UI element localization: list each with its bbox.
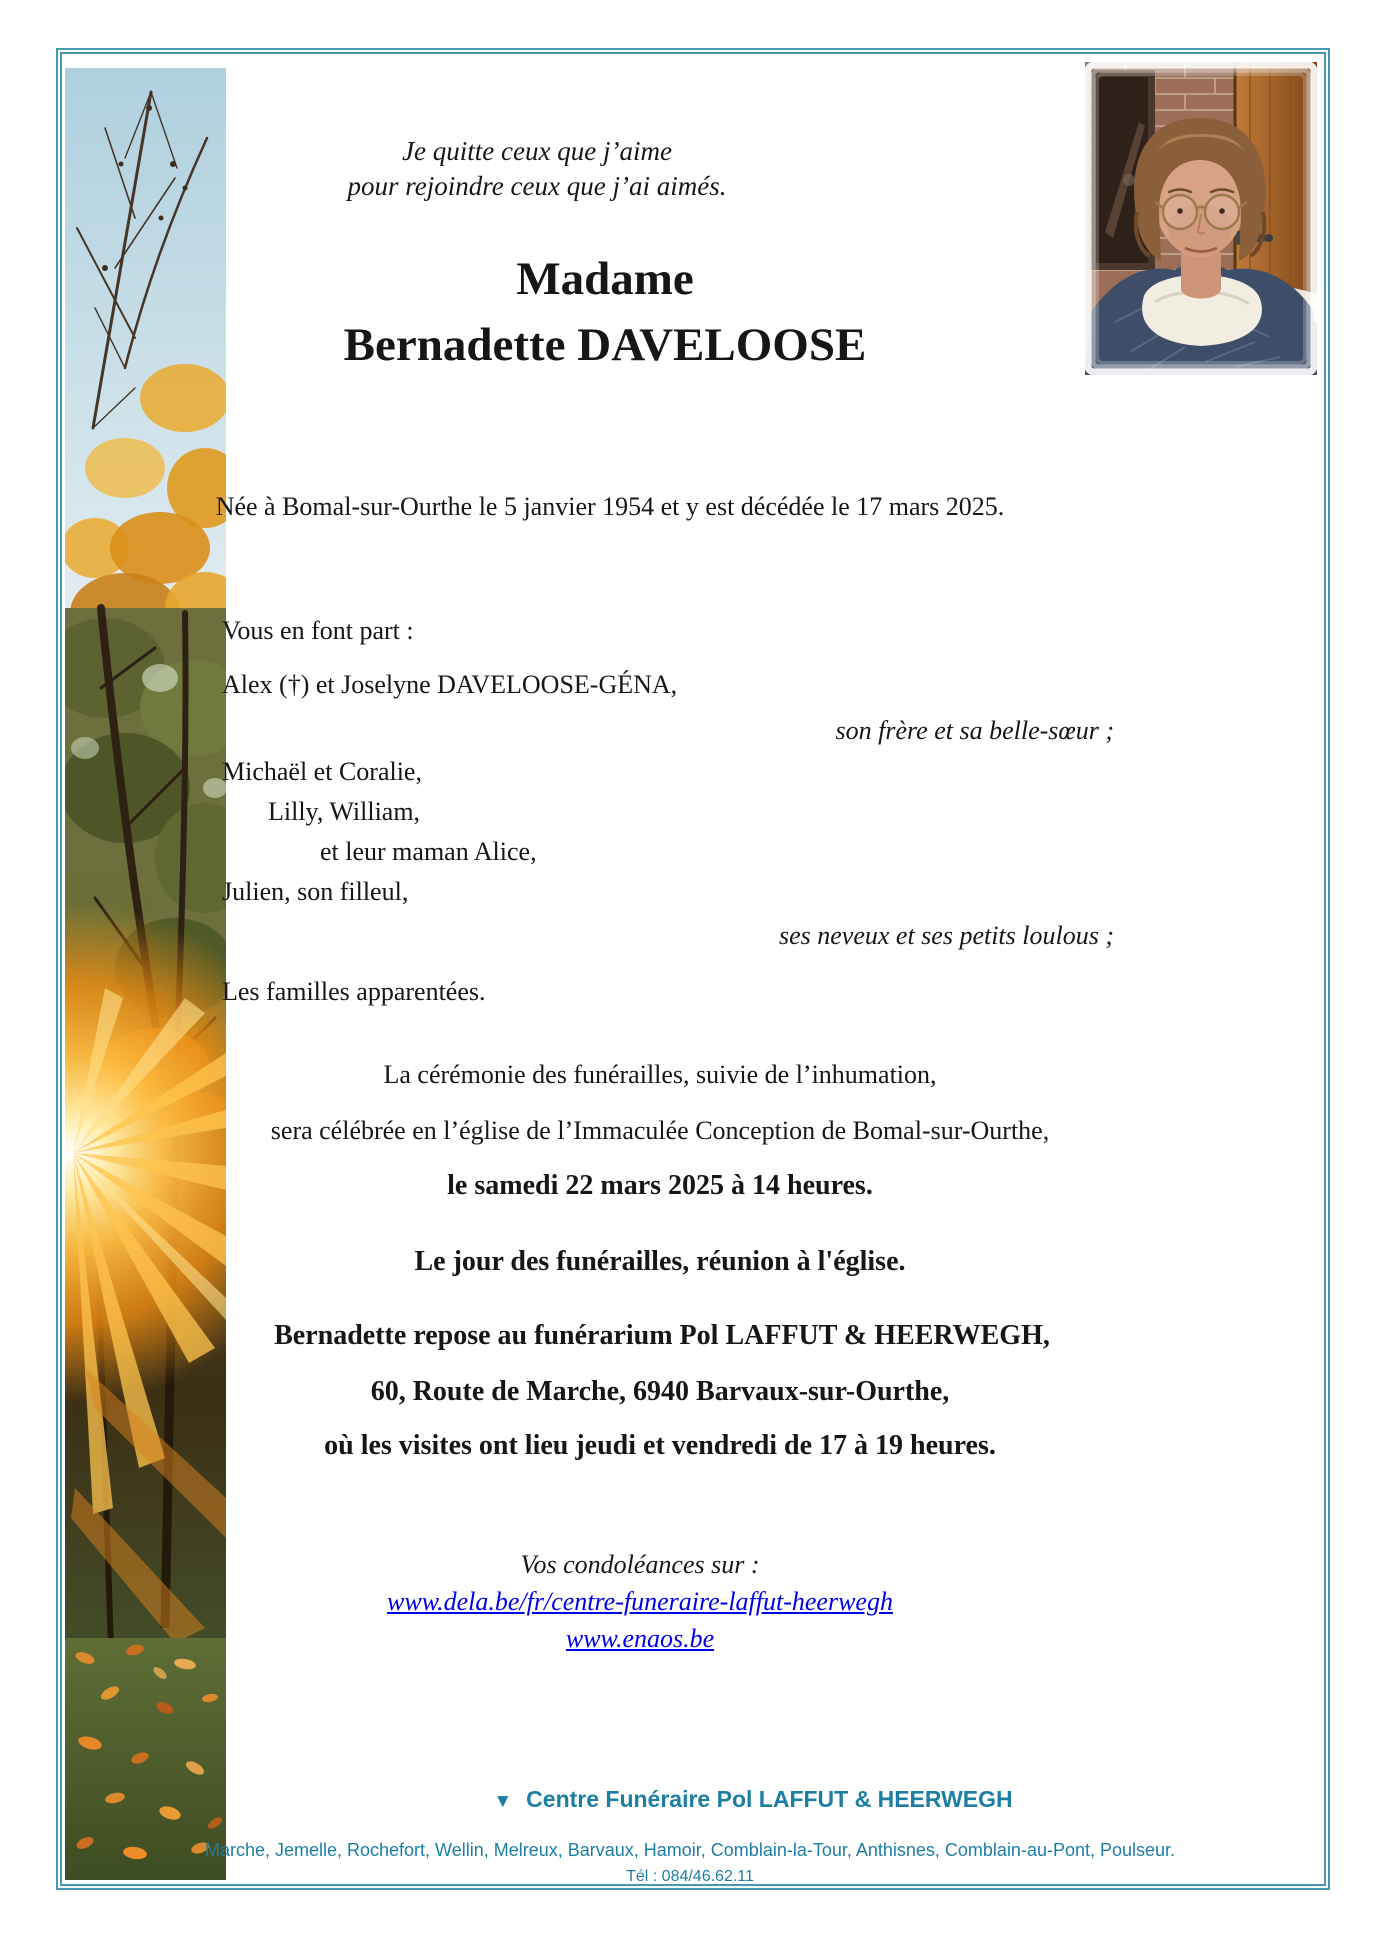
repose-line-2: 60, Route de Marche, 6940 Barvaux-sur-Ourthe,: [370, 1376, 950, 1407]
portrait-photo-art: [1085, 62, 1317, 375]
quote-line-2: pour rejoindre ceux que j’ai aimés.: [347, 171, 727, 201]
ceremony-line-2: sera célébrée en l’église de l’Immaculée Conception de Bomal-sur-Ourthe,: [270, 1116, 1050, 1145]
ceremony-meeting: Le jour des funérailles, réunion à l'église.: [414, 1246, 906, 1277]
condolences-label: Vos condoléances sur :: [520, 1550, 760, 1579]
down-triangle-icon: ▼: [493, 1791, 513, 1812]
funeral-home-towns: Marche, Jemelle, Rochefort, Wellin, Melreux, Barvaux, Hamoir, Comblain-la-Tour, Anthisnes, Comblain-au-Pont, Poulseur.: [204, 1840, 1176, 1860]
title-salutation: Madame: [516, 253, 694, 305]
family-nephews-relation: ses neveux et ses petits loulous ;: [778, 921, 1114, 950]
family-brother-relation: son frère et sa belle-sœur ;: [835, 716, 1114, 745]
autumn-forest-photo: [65, 68, 226, 1880]
funeral-home-name: Centre Funéraire Pol LAFFUT & HEERWEGH: [526, 1786, 1013, 1812]
family-nephew-line-3: et leur maman Alice,: [320, 837, 537, 866]
family-brother-line: Alex (†) et Joselyne DAVELOOSE-GÉNA,: [222, 670, 678, 699]
ceremony-datetime: le samedi 22 mars 2025 à 14 heures.: [447, 1170, 873, 1201]
ceremony-line-1: La cérémonie des funérailles, suivie de l’inhumation,: [383, 1060, 937, 1089]
family-nephew-line-2: Lilly, William,: [268, 797, 421, 826]
visits-line: où les visites ont lieu jeudi et vendredi de 17 à 19 heures.: [324, 1430, 996, 1461]
condolences-link-dela[interactable]: www.dela.be/fr/centre-funeraire-laffut-heerwegh: [387, 1587, 893, 1616]
portrait-photo: [1085, 62, 1317, 375]
condolences-link-enaos[interactable]: www.enaos.be: [565, 1624, 715, 1653]
deceased-name: Bernadette DAVELOOSE: [343, 319, 867, 371]
autumn-forest-photo-art: [65, 68, 226, 1880]
family-related-families: Les familles apparentées.: [222, 977, 486, 1006]
family-intro: Vous en font part :: [222, 616, 414, 645]
funeral-home-phone: Tél : 084/46.62.11: [626, 1868, 754, 1885]
funeral-home-line: [493, 1786, 1012, 1813]
family-nephew-line-1: Michaël et Coralie,: [222, 757, 422, 786]
repose-line-1: Bernadette repose au funérarium Pol LAFFUT & HEERWEGH,: [274, 1320, 1050, 1351]
family-nephew-line-4: Julien, son filleul,: [222, 877, 409, 906]
quote-line-1: Je quitte ceux que j’aime: [402, 136, 672, 166]
life-dates: Née à Bomal-sur-Ourthe le 5 janvier 1954 et y est décédée le 17 mars 2025.: [215, 492, 1005, 521]
